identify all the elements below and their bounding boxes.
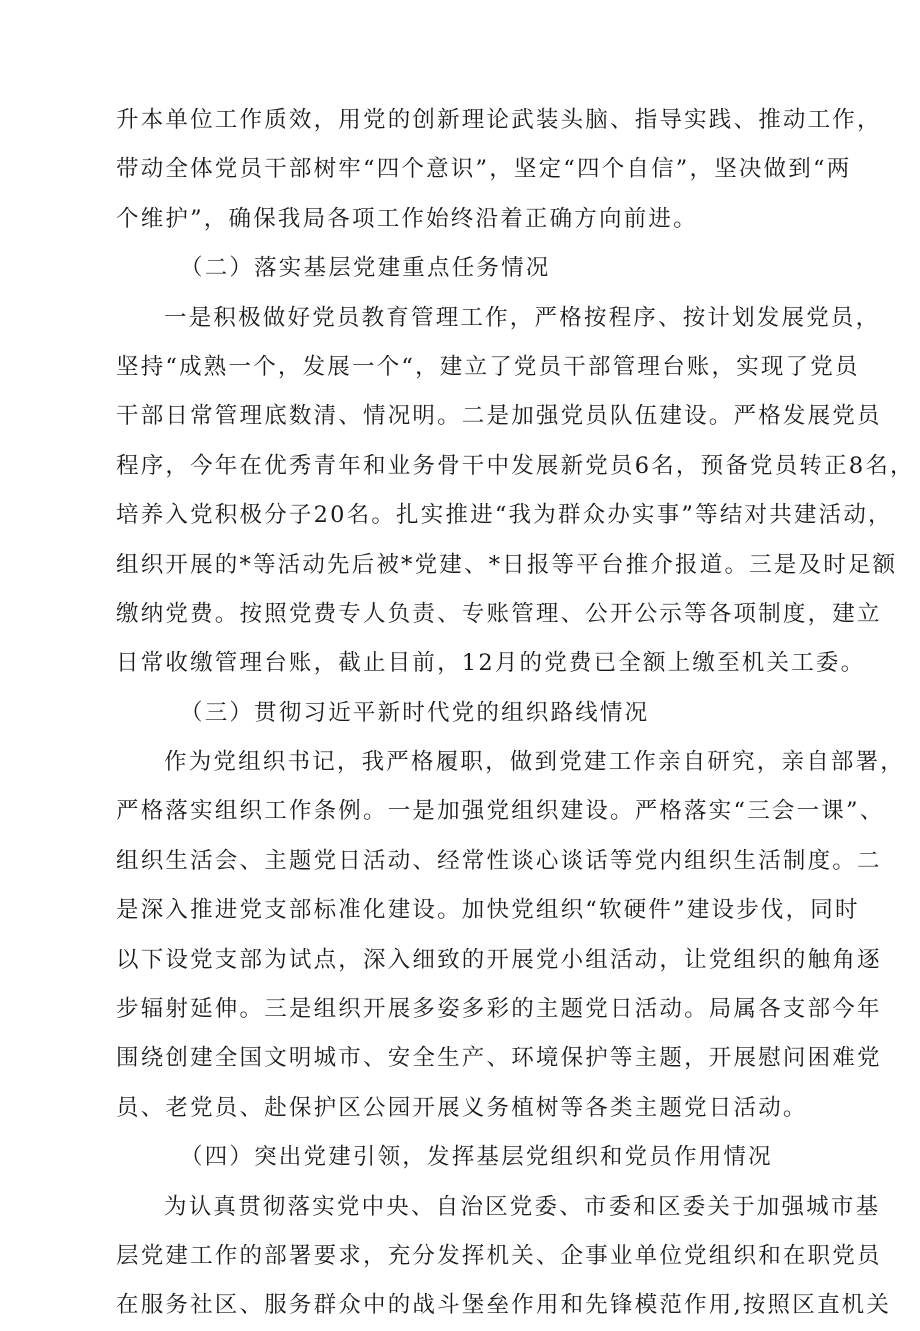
paragraph-line: 为认真贯彻落实党中央、自治区党委、市委和区委关于加强城市基 <box>164 1193 881 1220</box>
paragraph-line: 带动全体党员干部树牢“四个意识”，坚定“四个自信”，坚决做到“两 <box>116 156 852 183</box>
paragraph-line: 围绕创建全国文明城市、安全生产、环境保护等主题，开展慰问困难党 <box>116 1045 882 1072</box>
paragraph-line: 干部日常管理底数清、情况明。二是加强党员队伍建设。严格发展党员 <box>116 403 882 430</box>
paragraph-line: 坚持“成熟一个，发展一个“，建立了党员干部管理台账，实现了党员 <box>116 353 860 380</box>
section-heading-4: （四）突出党建引领，发挥基层党组织和党员作用情况 <box>180 1144 773 1171</box>
paragraph-line: 以下设党支部为试点，深入细致的开展党小组活动，让党组织的触角逐 <box>116 946 882 973</box>
paragraph-line: 培养入党积极分子20名。扎实推进“我为群众办实事”等结对共建活动， <box>116 502 893 529</box>
paragraph-line: 程序，今年在优秀青年和业务骨干中发展新党员6名，预备党员转正8名， <box>116 452 915 479</box>
section-heading-3: （三）贯彻习近平新时代党的组织路线情况 <box>180 699 650 726</box>
paragraph-line: 升本单位工作质效，用党的创新理论武装头脑、指导实践、推动工作， <box>116 107 882 133</box>
paragraph-line: 在服务社区、服务群众中的战斗堡垒作用和先锋模范作用,按照区直机关 <box>116 1292 892 1319</box>
paragraph-line: 组织开展的*等活动先后被*党建、*日报等平台推介报道。三是及时足额 <box>116 551 898 578</box>
document-body <box>116 96 915 1331</box>
paragraph-line: 日常收缴管理台账，截止目前，12月的党费已全额上缴至机关工委。 <box>116 650 866 677</box>
paragraph-line: 个维护”，确保我局各项工作始终沿着正确方向前进。 <box>116 205 698 232</box>
paragraph-line: 严格落实组织工作条例。一是加强党组织建设。严格落实“三会一课”、 <box>116 798 885 825</box>
paragraph-line: 员、老党员、赴保护区公园开展义务植树等各类主题党日活动。 <box>116 1094 808 1121</box>
paragraph-line: 层党建工作的部署要求，充分发挥机关、企事业单位党组织和在职党员 <box>116 1242 882 1269</box>
section-heading-2: （二）落实基层党建重点任务情况 <box>180 255 551 282</box>
paragraph-line: 缴纳党费。按照党费专人负责、专账管理、公开公示等各项制度，建立 <box>116 600 882 627</box>
paragraph-line: 作为党组织书记，我严格履职，做到党建工作亲自研究，亲自部署， <box>164 749 906 776</box>
paragraph-line: 组织生活会、主题党日活动、经常性谈心谈话等党内组织生活制度。二 <box>116 847 882 874</box>
paragraph-line: 一是积极做好党员教育管理工作，严格按程序、按计划发展党员， <box>164 304 881 331</box>
paragraph-line: 是深入推进党支部标准化建设。加快党组织“软硬件”建设步伐，同时 <box>116 897 860 924</box>
paragraph-line: 步辐射延伸。三是组织开展多姿多彩的主题党日活动。局属各支部今年 <box>116 996 882 1023</box>
